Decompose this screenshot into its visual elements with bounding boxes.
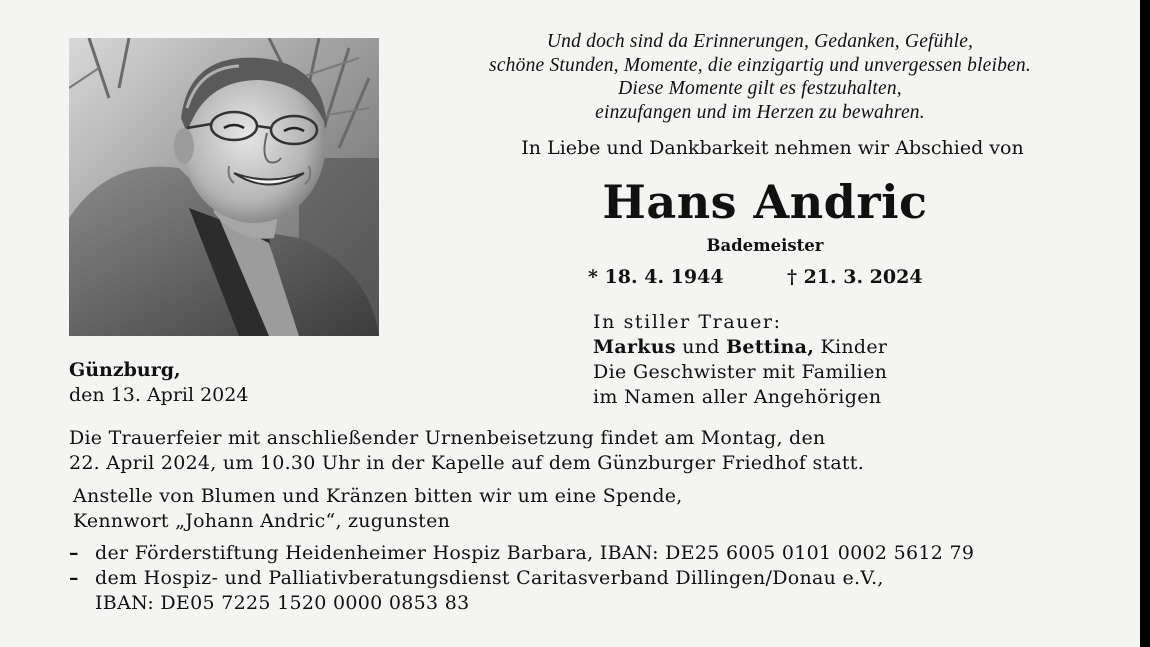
funeral-line: 22. April 2024, um 10.30 Uhr in der Kapelle auf dem Günzburger Friedhof statt. [69,452,864,474]
children-label: Kinder [820,336,888,358]
poem-line: einzufangen und im Herzen zu bewahren. [595,101,925,123]
portrait-photo [69,38,379,336]
dash-bullet: – [69,542,79,564]
child-name: Bettina, [726,336,815,358]
donation-request [73,484,683,534]
recipient-item-continuation [69,591,974,616]
recipient-text: der Förderstiftung Heidenheimer Hospiz Barbara, IBAN: DE25 6005 0101 0002 5612 79 [95,542,975,564]
mourners-block [593,310,887,410]
memorial-poem [405,30,1115,124]
poem-line: Diese Momente gilt es festzuhalten, [618,78,902,99]
donation-recipients [69,541,974,616]
poem-line: Und doch sind da Erinnerungen, Gedanken, Gefühle, [546,31,974,52]
funeral-info [69,426,864,476]
poem-line: schöne Stunden, Momente, die einzigartig und unvergessen bleiben. [489,54,1031,76]
dash-bullet: – [69,567,79,589]
mourners-relatives: im Namen aller Angehörigen [593,386,882,408]
place-and-date [69,358,248,408]
mourners-heading: In stiller Trauer: [593,311,782,333]
city: Günzburg, [69,359,181,381]
deceased-profession: Bademeister [706,236,824,255]
recipient-item [69,566,974,591]
mourners-siblings: Die Geschwister mit Familien [593,361,888,383]
recipient-iban: IBAN: DE05 7225 1520 0000 0853 83 [95,592,470,614]
death-date-block [787,266,923,288]
death-date: 21. 3. 2024 [803,266,923,288]
donation-line: Kennwort „Johann Andric“, zugunsten [73,510,451,532]
child-name: Markus [593,336,676,358]
donation-line: Anstelle von Blumen und Kränzen bitten wir um eine Spende, [73,485,683,507]
portrait-image [69,38,379,336]
mourners-children [593,335,887,360]
notice-date: den 13. April 2024 [69,384,249,406]
deceased-name: Hans Andric [602,175,928,229]
recipient-text: dem Hospiz- und Palliativberatungsdienst Caritasverband Dillingen/Donau e.V., [95,567,884,589]
funeral-line: Die Trauerfeier mit anschließender Urnenbeisetzung findet am Montag, den [69,427,826,449]
farewell-intro: In Liebe und Dankbarkeit nehmen wir Abschied von [521,137,1024,159]
conjunction: und [682,336,720,358]
birth-date: * 18. 4. 1944 [588,266,724,288]
cross-icon: † [787,266,797,288]
recipient-item [69,541,974,566]
